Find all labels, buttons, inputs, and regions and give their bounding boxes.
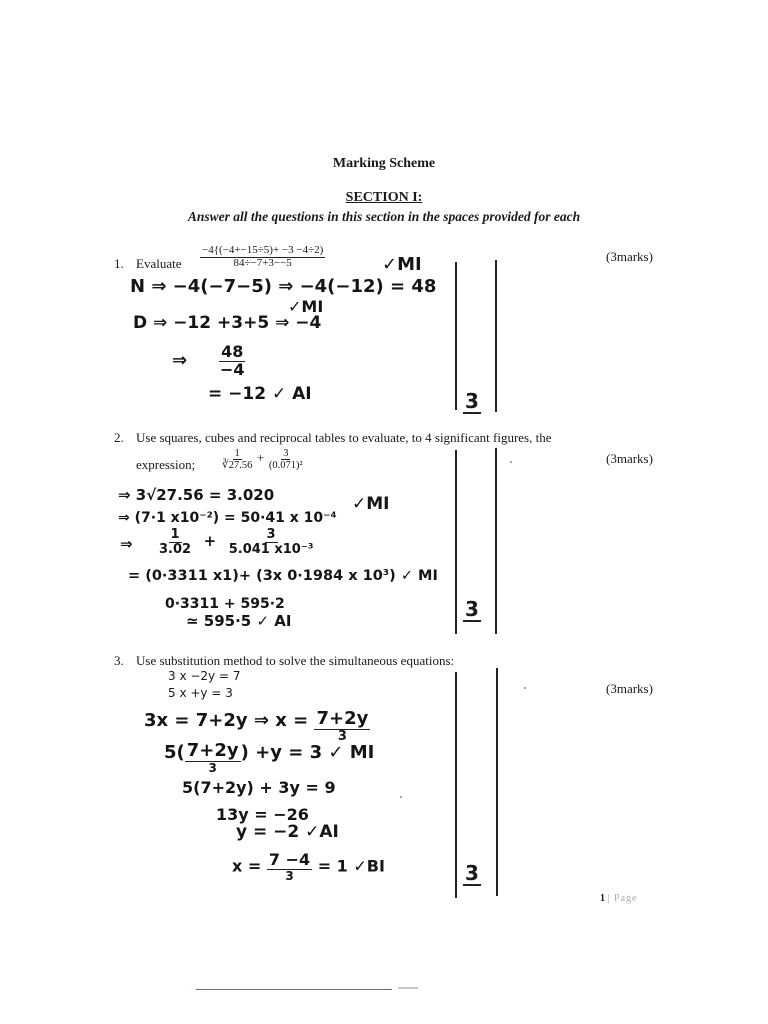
q3-line1-numerator: 7+2y	[316, 708, 369, 729]
q3-line6-denominator: 3	[285, 868, 294, 883]
q3-line2-numerator: 7+2y	[186, 740, 239, 761]
q2-plus: +	[256, 449, 265, 465]
scan-speck	[524, 687, 526, 689]
question-2-expression-label: expression;	[136, 457, 196, 472]
q1-denominator: 84÷−7+3−−5	[233, 256, 292, 269]
blue-underline-link[interactable]	[196, 989, 392, 990]
q1-mark-m1-second: ✓MI	[288, 297, 324, 316]
q2-working-line-2: ⇒ (7·1 x10⁻²) = 50·41 x 10⁻⁴	[118, 510, 337, 526]
q3-line2-denominator: 3	[208, 760, 217, 775]
question-2-marks: (3marks)	[606, 451, 653, 466]
document-title: Marking Scheme	[332, 156, 436, 171]
question-3-prompt: Use substitution method to solve the simultaneous equations:	[136, 653, 455, 668]
q2-working-line-5: 0·3311 + 595·2	[165, 596, 285, 612]
q2-line3-plus: +	[203, 531, 217, 550]
question-1-number: 1.	[114, 256, 124, 271]
q3-score: 3	[465, 861, 479, 885]
q2-working-line-4: = (0·3311 x1)+ (3x 0·1984 x 10³) ✓ MI	[128, 568, 438, 584]
question-3-equation-1: 3 x −2y = 7	[168, 669, 241, 683]
q3-line6-numerator: 7 −4	[268, 850, 311, 869]
q3-working-line-1	[144, 710, 370, 744]
q3-margin-line-left	[455, 672, 457, 898]
q1-mark-m1: ✓MI	[382, 254, 422, 275]
q3-line2-prefix: 5(	[164, 742, 185, 763]
q1-margin-line-left	[455, 262, 457, 410]
question-3-marks: (3marks)	[606, 681, 653, 696]
question-2-expression	[220, 448, 305, 471]
q2-line3-numerator-2: 3	[266, 527, 276, 542]
q2-margin-line-left	[455, 450, 457, 634]
q1-fraction-denominator: −4	[220, 359, 245, 379]
q1-score: 3	[465, 389, 479, 413]
q2-working-line-3	[157, 528, 315, 556]
q3-line1-text: 3x = 7+2y ⇒ x =	[144, 710, 309, 731]
q2-working-line-3-arrow: ⇒	[120, 535, 133, 553]
question-2-number: 2.	[114, 430, 124, 445]
q2-working-result: ≃ 595·5 ✓ AI	[186, 612, 292, 630]
q1-working-line-1: N ⇒ −4(−7−5) ⇒ −4(−12) = 48	[130, 276, 437, 297]
question-2-prompt: Use squares, cubes and reciprocal tables to evaluate, to 4 significant figures, the	[136, 430, 552, 445]
q3-line6-suffix: = 1 ✓BI	[317, 856, 385, 876]
q3-working-line-6	[232, 852, 385, 882]
q1-numerator: −4{(−4+−15÷5)+ −3 −4÷2)	[202, 244, 324, 256]
scan-speck	[400, 796, 402, 798]
q3-working-line-3: 5(7+2y) + 3y = 9	[182, 778, 336, 797]
q1-fraction-numerator: 48	[221, 342, 244, 361]
q1-working-arrow: ⇒	[172, 350, 188, 371]
q3-working-line-2	[164, 742, 374, 774]
q3-margin-line-right	[496, 668, 498, 896]
q3-line1-denominator: 3	[337, 728, 347, 744]
section-heading: SECTION I:	[345, 190, 423, 205]
question-1-marks: (3marks)	[606, 249, 653, 264]
q2-mark-m1: ✓MI	[352, 494, 390, 514]
q1-working-fraction	[218, 344, 247, 379]
q2-fraction-1-denominator: ∛27.56	[222, 460, 253, 472]
q2-line3-denominator-1: 3.02	[159, 541, 192, 557]
section-instruction: Answer all the questions in this section in the spaces provided for each	[187, 209, 581, 224]
question-3-equation-2: 5 x +y = 3	[168, 686, 233, 700]
q2-working-line-1: ⇒ 3√27.56 = 3.020	[118, 486, 275, 504]
q3-line2-suffix: ) +y = 3 ✓ MI	[240, 742, 375, 763]
q2-line3-denominator-2: 5.041 x10⁻³	[228, 541, 314, 557]
q2-line3-numerator-1: 1	[170, 527, 180, 542]
q1-margin-line-right	[495, 260, 497, 412]
question-1-prompt: Evaluate	[136, 256, 182, 271]
page-footer	[600, 893, 637, 904]
q1-working-line-2: D ⇒ −12 +3+5 ⇒ −4	[133, 313, 322, 333]
question-3-number: 3.	[114, 653, 124, 668]
grey-divider	[398, 987, 418, 989]
q1-working-result: = −12 ✓ AI	[208, 384, 312, 404]
q3-working-line-5: y = −2 ✓AI	[236, 822, 339, 842]
q2-fraction-1-numerator: 1	[234, 448, 240, 459]
page-label: | Page	[607, 893, 638, 904]
q2-score: 3	[465, 597, 479, 621]
q3-line6-prefix: x =	[232, 856, 262, 876]
scan-speck	[510, 461, 512, 463]
q2-margin-line-right	[495, 448, 497, 634]
q2-fraction-2-denominator: (0.071)²	[268, 460, 303, 472]
q2-fraction-2-numerator: 3	[283, 448, 289, 459]
question-1-expression	[200, 245, 325, 269]
page-number: 1	[600, 893, 605, 904]
q3-working-line-4: 13y = −26	[216, 805, 309, 824]
